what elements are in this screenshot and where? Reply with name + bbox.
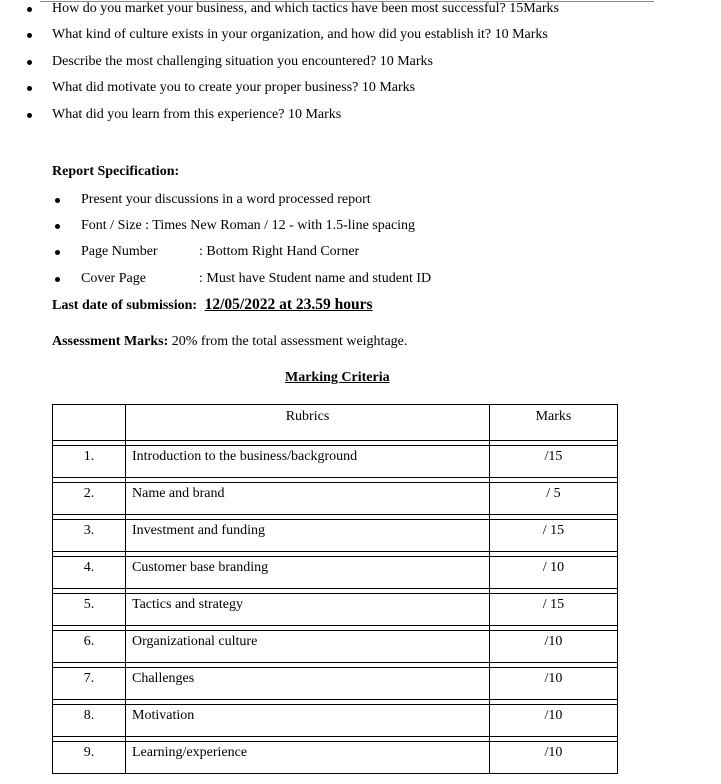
bullet-icon <box>27 113 32 118</box>
question-text: How do you market your business, and which tactics have been most successful? 15Marks <box>52 1 559 16</box>
question-text: Describe the most challenging situation you encountered? 10 Marks <box>52 54 434 69</box>
table-row <box>53 483 618 515</box>
spec-label: Page Number <box>81 244 158 259</box>
spec-label: Cover Page <box>81 271 146 286</box>
assessment-marks <box>52 333 407 351</box>
marking-criteria-table <box>52 404 618 774</box>
bullet-icon <box>55 198 60 203</box>
row-rubric: Name and brand <box>126 483 490 515</box>
submission-label: Last date of submission: <box>52 298 198 313</box>
header-rubrics: Rubrics <box>126 405 490 441</box>
row-rubric: Learning/experience <box>126 742 490 774</box>
bullet-icon <box>55 277 60 282</box>
question-text: What did you learn from this experience? 10 Marks <box>52 107 342 122</box>
table-row <box>53 742 618 774</box>
row-number: 2. <box>53 483 126 515</box>
row-number: 1. <box>53 446 126 478</box>
marking-criteria-title: Marking Criteria <box>285 370 390 385</box>
row-marks: /10 <box>490 668 618 700</box>
bullet-icon <box>55 224 60 229</box>
row-rubric: Investment and funding <box>126 520 490 552</box>
bullet-icon <box>27 33 32 38</box>
spec-label: Present your discussions in a word processed report <box>81 192 371 207</box>
header-marks: Marks <box>490 405 618 441</box>
row-number: 4. <box>53 557 126 589</box>
report-spec-heading: Report Specification: <box>52 164 180 179</box>
spec-value: : Bottom Right Hand Corner <box>199 244 360 259</box>
table-row <box>53 594 618 626</box>
spec-label: Font / Size : Times New Roman / 12 - with 1.5-line spacing <box>81 218 416 233</box>
row-marks: / 15 <box>490 520 618 552</box>
table-header-row <box>53 405 618 441</box>
assessment-text: 20% from the total assessment weightage. <box>171 334 408 349</box>
table-row <box>53 557 618 589</box>
table-row <box>53 668 618 700</box>
row-number: 8. <box>53 705 126 737</box>
assessment-label: Assessment Marks: <box>52 334 169 349</box>
question-text: What kind of culture exists in your organization, and how did you establish it? 10 Marks <box>52 27 548 42</box>
submission-date: 12/05/2022 at 23.59 hours <box>204 296 373 313</box>
table-row <box>53 520 618 552</box>
row-rubric: Organizational culture <box>126 631 490 663</box>
bullet-icon <box>27 86 32 91</box>
row-number: 3. <box>53 520 126 552</box>
table-body <box>53 441 618 774</box>
row-marks: / 5 <box>490 483 618 515</box>
row-marks: /10 <box>490 705 618 737</box>
row-marks: / 10 <box>490 557 618 589</box>
row-rubric: Challenges <box>126 668 490 700</box>
row-marks: /10 <box>490 631 618 663</box>
row-rubric: Tactics and strategy <box>126 594 490 626</box>
row-number: 9. <box>53 742 126 774</box>
table-row <box>53 446 618 478</box>
row-number: 5. <box>53 594 126 626</box>
table-row <box>53 705 618 737</box>
table-row <box>53 631 618 663</box>
row-rubric: Customer base branding <box>126 557 490 589</box>
row-marks: / 15 <box>490 594 618 626</box>
row-rubric: Introduction to the business/background <box>126 446 490 478</box>
row-number: 7. <box>53 668 126 700</box>
row-marks: /15 <box>490 446 618 478</box>
bullet-icon <box>27 60 32 65</box>
submission-deadline <box>52 295 373 316</box>
header-number <box>53 405 126 441</box>
bullet-icon <box>27 7 32 12</box>
bullet-icon <box>55 250 60 255</box>
row-number: 6. <box>53 631 126 663</box>
row-rubric: Motivation <box>126 705 490 737</box>
row-marks: /10 <box>490 742 618 774</box>
spec-value: : Must have Student name and student ID <box>199 271 432 286</box>
question-text: What did motivate you to create your proper business? 10 Marks <box>52 80 416 95</box>
